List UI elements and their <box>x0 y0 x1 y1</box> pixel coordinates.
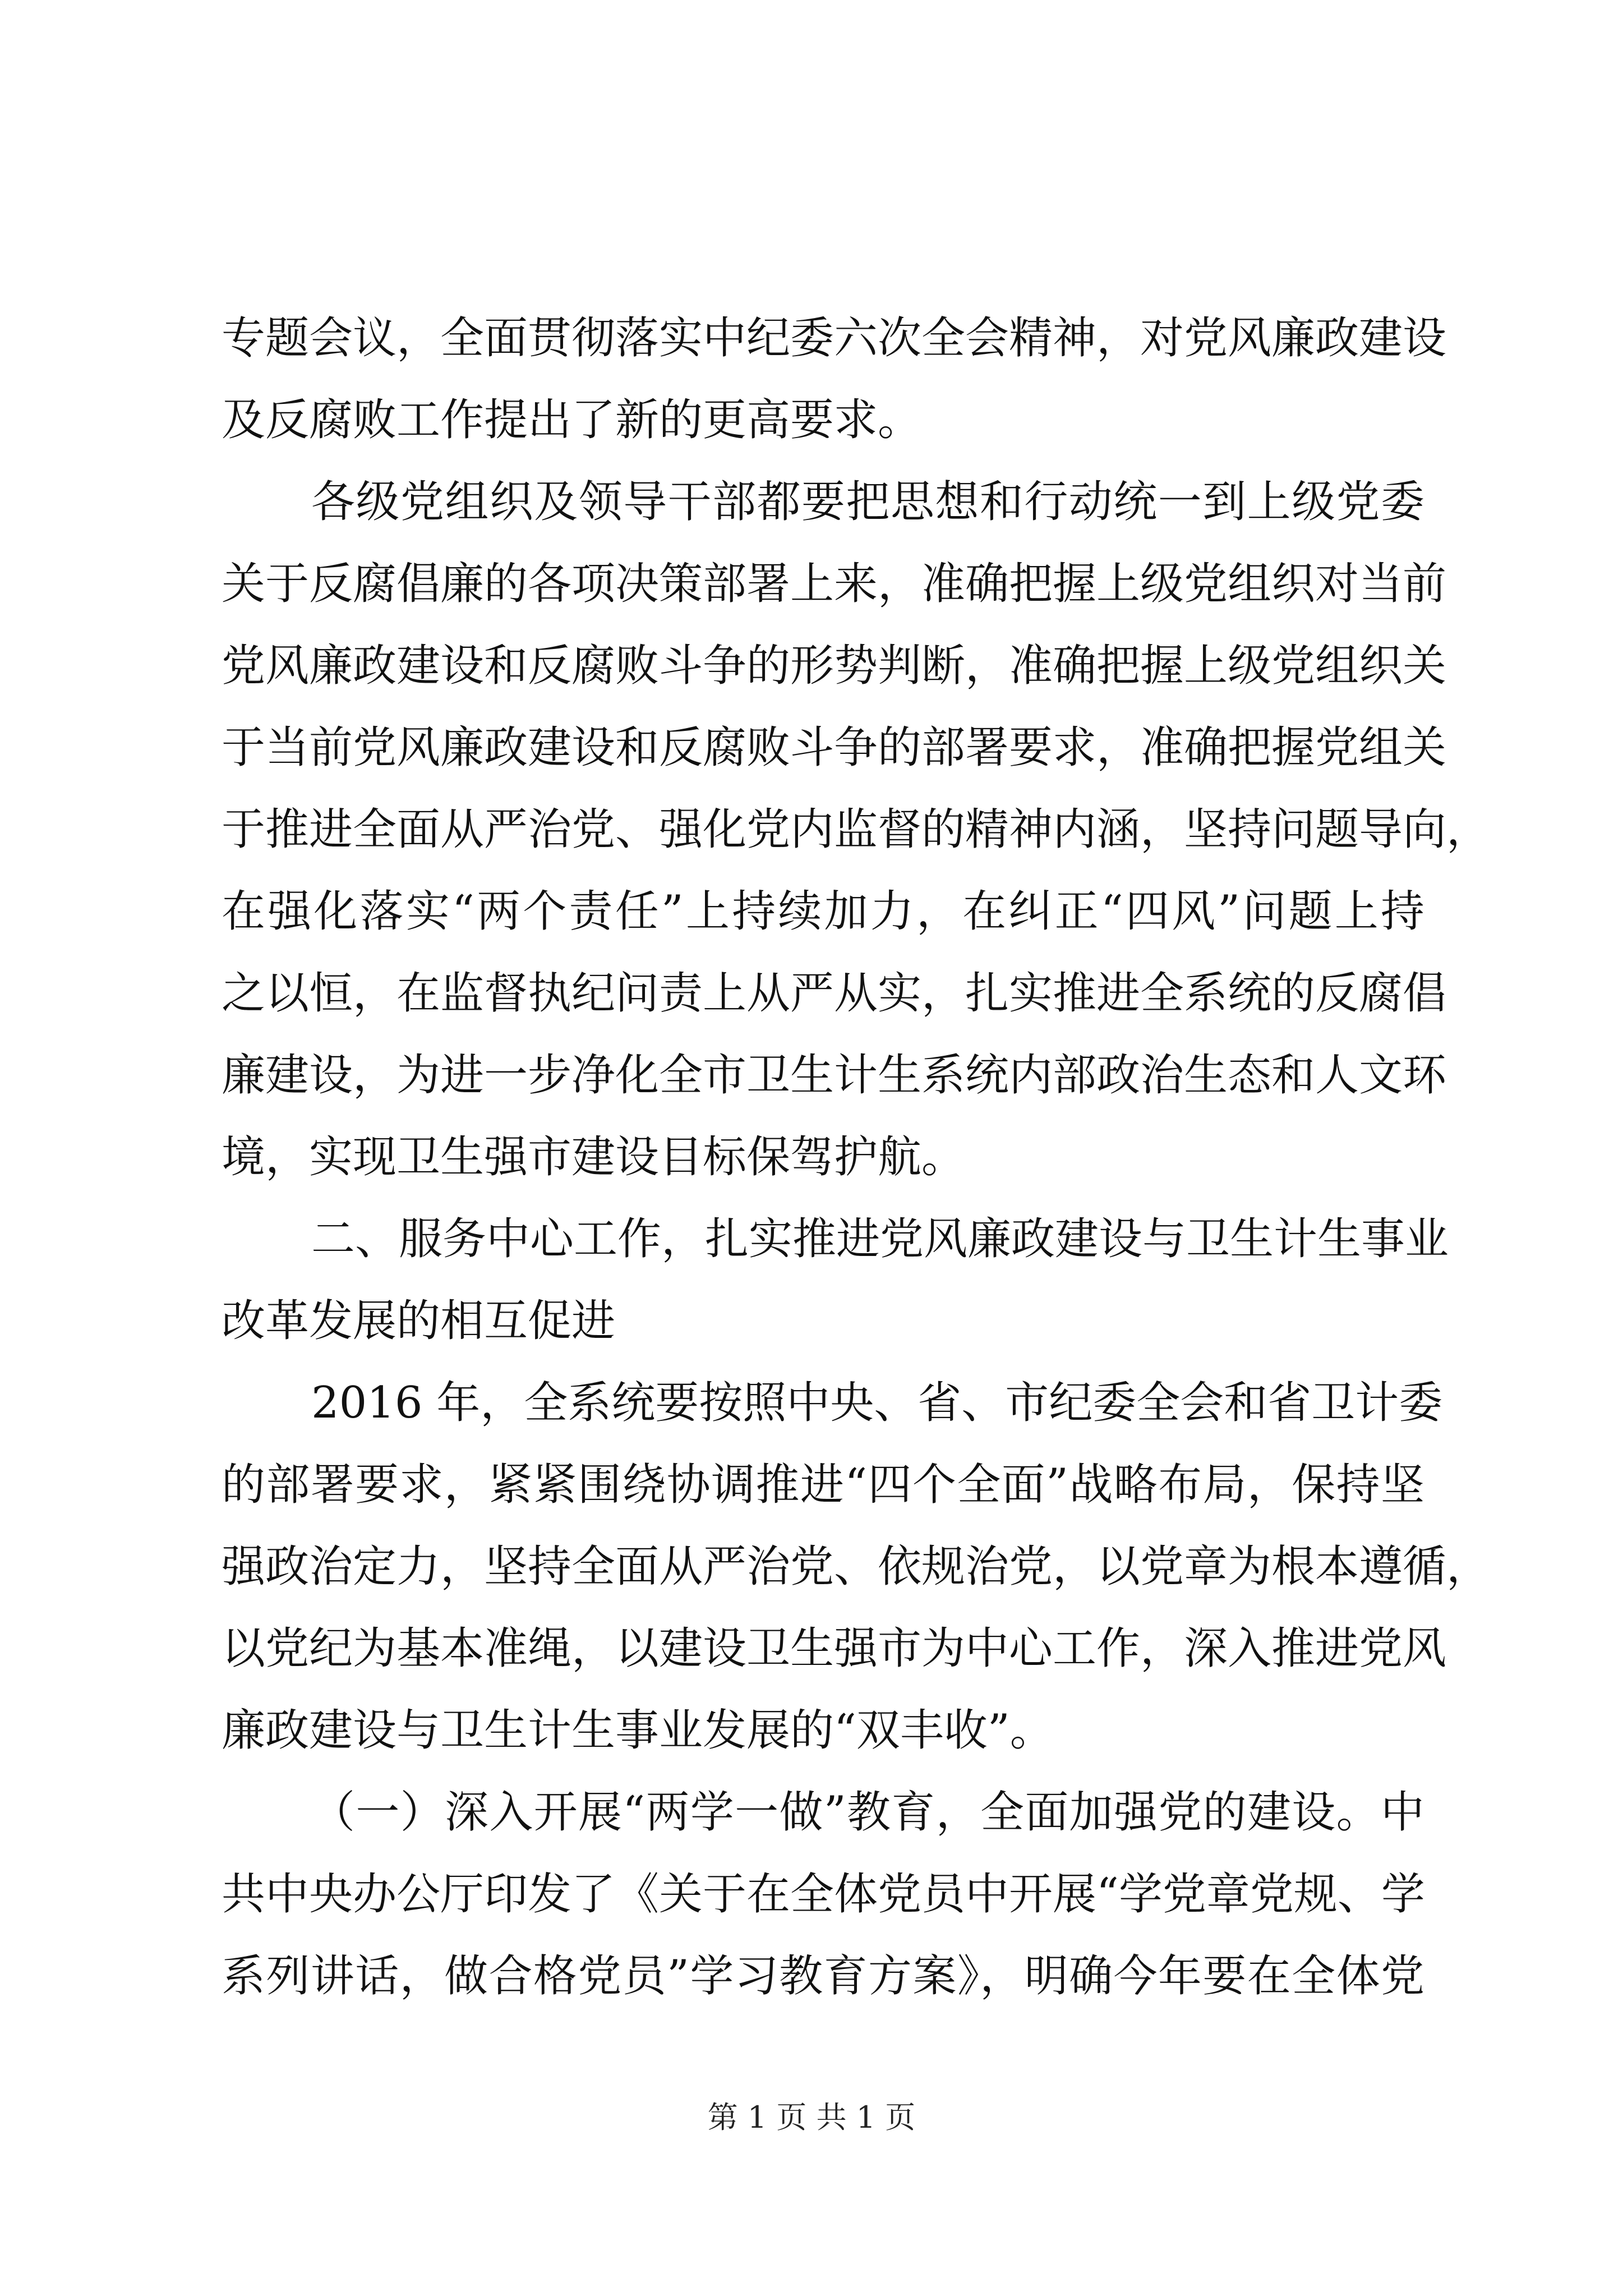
text-line: 于当前党风廉政建设和反腐败斗争的部署要求，准确把握党组关 <box>222 723 1447 773</box>
text-line: 廉建设，为进一步净化全市卫生计生系统内部政治生态和人文环 <box>222 1050 1447 1101</box>
text-line: 专题会议，全面贯彻落实中纪委六次全会精神，对党风廉政建设 <box>222 313 1447 364</box>
text-line: 以党纪为基本准绳，以建设卫生强市为中心工作，深入推进党风 <box>222 1623 1447 1674</box>
text-line: 及反腐败工作提出了新的更高要求。 <box>222 395 922 445</box>
text-line: 各级党组织及领导干部都要把思想和行动统一到上级党委 <box>311 477 1424 527</box>
text-line: 2016 年，全系统要按照中央、省、市纪委全会和省卫计委 <box>311 1378 1443 1428</box>
text-line: 廉政建设与卫生计生事业发展的“双丰收”。 <box>222 1705 1054 1756</box>
text-line: 共中央办公厅印发了《关于在全体党员中开展“学党章党规、学 <box>222 1869 1425 1920</box>
text-line: 的部署要求，紧紧围绕协调推进“四个全面”战略布局，保持坚 <box>222 1460 1424 1510</box>
text-line: （一）深入开展“两学一做”教育，全面加强党的建设。中 <box>311 1787 1424 1838</box>
body-text <box>222 297 1491 2017</box>
text-line: 改革发展的相互促进 <box>222 1296 616 1346</box>
text-line: 在强化落实“两个责任”上持续加力，在纠正“四风”问题上持 <box>222 886 1424 937</box>
page-footer: 第 1 页 共 1 页 <box>707 2100 916 2135</box>
text-line: 二、服务中心工作，扎实推进党风廉政建设与卫生计生事业 <box>311 1214 1449 1264</box>
text-line: 系列讲话，做合格党员”学习教育方案》，明确今年要在全体党 <box>222 1951 1424 2001</box>
text-line: 境，实现卫生强市建设目标保驾护航。 <box>222 1132 966 1182</box>
text-line: 党风廉政建设和反腐败斗争的形势判断，准确把握上级党组织关 <box>222 641 1447 691</box>
text-line: 强政治定力，坚持全面从严治党、依规治党，以党章为根本遵循， <box>222 1542 1491 1592</box>
text-line: 之以恒，在监督执纪问责上从严从实，扎实推进全系统的反腐倡 <box>222 968 1447 1019</box>
text-line: 于推进全面从严治党、强化党内监督的精神内涵，坚持问题导向， <box>222 804 1491 855</box>
text-line: 关于反腐倡廉的各项决策部署上来，准确把握上级党组织对当前 <box>222 559 1447 609</box>
